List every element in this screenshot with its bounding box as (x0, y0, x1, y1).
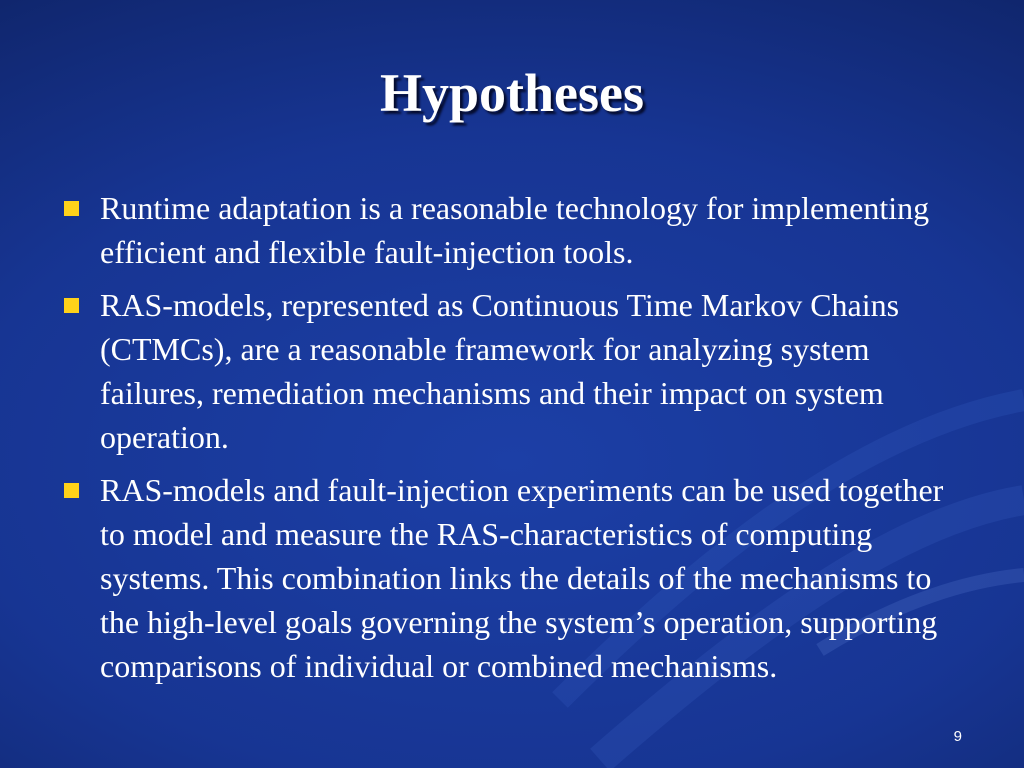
bullet-item (62, 283, 972, 459)
square-bullet-icon (64, 298, 79, 313)
bullet-item (62, 468, 972, 688)
square-bullet-icon (64, 483, 79, 498)
bullet-list (62, 186, 972, 697)
slide-title: Hypotheses (379, 63, 644, 123)
bullet-item (62, 186, 972, 274)
bullet-text: RAS-models, represented as Continuous Time Markov Chains (CTMCs), are a reasonable framework for analyzing system failures, remediation mechanisms and their impact on system operation. (100, 287, 900, 455)
bullet-text: Runtime adaptation is a reasonable technology for implementing efficient and flexible fault-injection tools. (100, 190, 930, 270)
square-bullet-icon (64, 201, 79, 216)
page-number: 9 (953, 728, 962, 745)
bullet-text: RAS-models and fault-injection experiments can be used together to model and measure the RAS-characteristics of computing systems. This combination links the details of the mechanisms to the high-level goals governing the system’s operation, supporting comparisons of individual or combined mechanisms. (100, 472, 944, 684)
